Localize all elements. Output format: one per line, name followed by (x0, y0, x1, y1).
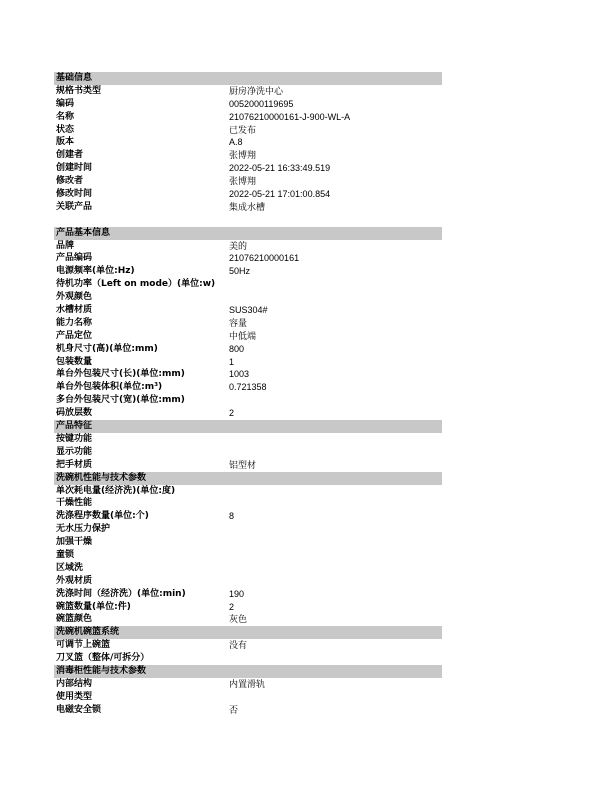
spec-row (54, 201, 442, 214)
spec-value: 没有 (229, 640, 248, 651)
section (54, 227, 442, 420)
spec-row (54, 523, 442, 536)
spec-value (229, 691, 442, 704)
section-header: 产品基本信息 (54, 227, 442, 240)
spec-value: 内置滑轨 (229, 678, 266, 689)
spec-row (54, 678, 442, 691)
spec-label: 包装数量 (56, 356, 93, 367)
spec-value: 0.721358 (229, 382, 267, 393)
spec-label: 状态 (56, 124, 75, 135)
spec-label: 码放层数 (56, 408, 93, 419)
spec-row (54, 278, 442, 291)
spec-value (229, 562, 442, 575)
spec-value: 2 (229, 601, 235, 612)
spec-row (54, 562, 442, 575)
spec-label: 单次耗电量(经济洗)(单位:度) (56, 485, 176, 496)
section (54, 72, 442, 214)
spec-sheet (54, 72, 442, 717)
spec-row (54, 368, 442, 381)
spec-value (229, 433, 442, 446)
spec-value: SUS304# (229, 305, 268, 316)
spec-value: 800 (229, 343, 245, 354)
spec-label: 使用类型 (56, 691, 93, 702)
spec-value (229, 575, 442, 588)
spec-row (54, 639, 442, 652)
spec-row (54, 85, 442, 98)
spec-row (54, 485, 442, 498)
spec-label: 单台外包装体积(单位:m³) (56, 382, 163, 393)
spec-value: 2 (229, 408, 235, 419)
spec-value: 1 (229, 356, 235, 367)
spec-value: 张博翔 (229, 176, 257, 187)
spec-row (54, 162, 442, 175)
spec-row (54, 433, 442, 446)
spec-label: 碗篮数量(单位:件) (56, 601, 131, 612)
spec-row (54, 691, 442, 704)
spec-value: 8 (229, 511, 235, 522)
spec-row (54, 575, 442, 588)
spec-value (229, 652, 442, 665)
spec-row (54, 588, 442, 601)
spec-value: 21076210000161 (229, 253, 300, 264)
spec-value: 否 (229, 704, 239, 715)
spec-label: 水槽材质 (56, 305, 93, 316)
spec-label: 电磁安全锁 (56, 704, 102, 715)
spec-value (229, 549, 442, 562)
spec-value (229, 446, 442, 459)
spec-row (54, 317, 442, 330)
spec-label: 把手材质 (56, 459, 93, 470)
spec-value: 铝型材 (229, 459, 257, 470)
spec-value: 已发布 (229, 124, 257, 135)
spec-row (54, 98, 442, 111)
spec-label: 童锁 (56, 549, 75, 560)
spec-label: 多台外包装尺寸(宽)(单位:mm) (56, 395, 185, 406)
spec-row (54, 536, 442, 549)
spec-row (54, 601, 442, 614)
spec-value: 容量 (229, 317, 248, 328)
spec-label: 单台外包装尺寸(长)(单位:mm) (56, 369, 185, 380)
spec-row (54, 291, 442, 304)
section-header: 基础信息 (54, 72, 442, 85)
spec-row (54, 240, 442, 253)
spec-row (54, 613, 442, 626)
spec-value (229, 278, 442, 291)
spec-label: 品牌 (56, 240, 75, 251)
spec-row (54, 381, 442, 394)
spec-row (54, 252, 442, 265)
spec-label: 加强干燥 (56, 537, 93, 548)
spec-label: 内部结构 (56, 678, 93, 689)
spec-row (54, 356, 442, 369)
spec-value: 50Hz (229, 266, 251, 277)
section (54, 665, 442, 717)
spec-row (54, 652, 442, 665)
spec-value (229, 485, 442, 498)
spec-value: A.8 (229, 137, 243, 148)
spec-row (54, 304, 442, 317)
spec-row (54, 394, 442, 407)
spec-label: 关联产品 (56, 201, 93, 212)
spec-value: 厨房净洗中心 (229, 85, 284, 96)
spec-row (54, 549, 442, 562)
spec-label: 碗篮颜色 (56, 614, 93, 625)
section-spacer (54, 214, 442, 227)
spec-label: 能力名称 (56, 317, 93, 328)
spec-value (229, 497, 442, 510)
spec-label: 规格书类型 (56, 85, 102, 96)
spec-value: 美的 (229, 240, 248, 251)
spec-label: 外观颜色 (56, 292, 93, 303)
spec-label: 修改时间 (56, 189, 93, 200)
spec-row (54, 459, 442, 472)
spec-row (54, 149, 442, 162)
spec-label: 待机功率（Left on mode）(单位:w) (56, 279, 216, 290)
section-header: 消毒柜性能与技术参数 (54, 665, 442, 678)
spec-label: 机身尺寸(高)(单位:mm) (56, 343, 158, 354)
section (54, 472, 442, 627)
spec-value (229, 394, 442, 407)
spec-row (54, 124, 442, 137)
spec-label: 按键功能 (56, 433, 93, 444)
spec-value (229, 536, 442, 549)
spec-label: 创建时间 (56, 163, 93, 174)
spec-label: 外观材质 (56, 575, 93, 586)
spec-value: 2022-05-21 17:01:00.854 (229, 189, 331, 200)
spec-row (54, 446, 442, 459)
spec-value (229, 523, 442, 536)
spec-value: 0052000119695 (229, 98, 294, 109)
spec-label: 干燥性能 (56, 498, 93, 509)
spec-label: 编码 (56, 98, 75, 109)
spec-value: 中低端 (229, 330, 257, 341)
spec-label: 电源频率(单位:Hz) (56, 266, 135, 277)
spec-value: 1003 (229, 369, 250, 380)
spec-row (54, 330, 442, 343)
spec-label: 版本 (56, 137, 75, 148)
spec-row (54, 188, 442, 201)
spec-label: 可调节上碗篮 (56, 640, 111, 651)
section (54, 420, 442, 472)
spec-value: 190 (229, 588, 245, 599)
section-header: 产品特征 (54, 420, 442, 433)
spec-value: 21076210000161-J-900-WL-A (229, 111, 351, 122)
spec-label: 洗涤时间（经济洗）(单位:min) (56, 588, 186, 599)
spec-value: 集成水槽 (229, 201, 266, 212)
spec-label: 刀叉篮（整体/可拆分） (56, 653, 150, 664)
spec-row (54, 407, 442, 420)
section (54, 626, 442, 665)
spec-label: 无水压力保护 (56, 524, 111, 535)
spec-label: 显示功能 (56, 446, 93, 457)
spec-label: 洗涤程序数量(单位:个) (56, 511, 149, 522)
spec-label: 产品定位 (56, 330, 93, 341)
spec-row (54, 265, 442, 278)
spec-label: 区域洗 (56, 562, 84, 573)
section-header: 洗碗机碗篮系统 (54, 626, 442, 639)
spec-label: 名称 (56, 111, 75, 122)
spec-label: 修改者 (56, 176, 84, 187)
spec-label: 创建者 (56, 150, 84, 161)
spec-value: 灰色 (229, 614, 248, 625)
spec-row (54, 136, 442, 149)
spec-label: 产品编码 (56, 253, 93, 264)
spec-row (54, 111, 442, 124)
spec-row (54, 497, 442, 510)
section-header: 洗碗机性能与技术参数 (54, 472, 442, 485)
spec-row (54, 704, 442, 717)
spec-value (229, 291, 442, 304)
spec-value: 2022-05-21 16:33:49.519 (229, 163, 331, 174)
spec-row (54, 175, 442, 188)
spec-value: 张博翔 (229, 150, 257, 161)
spec-row (54, 343, 442, 356)
spec-row (54, 510, 442, 523)
